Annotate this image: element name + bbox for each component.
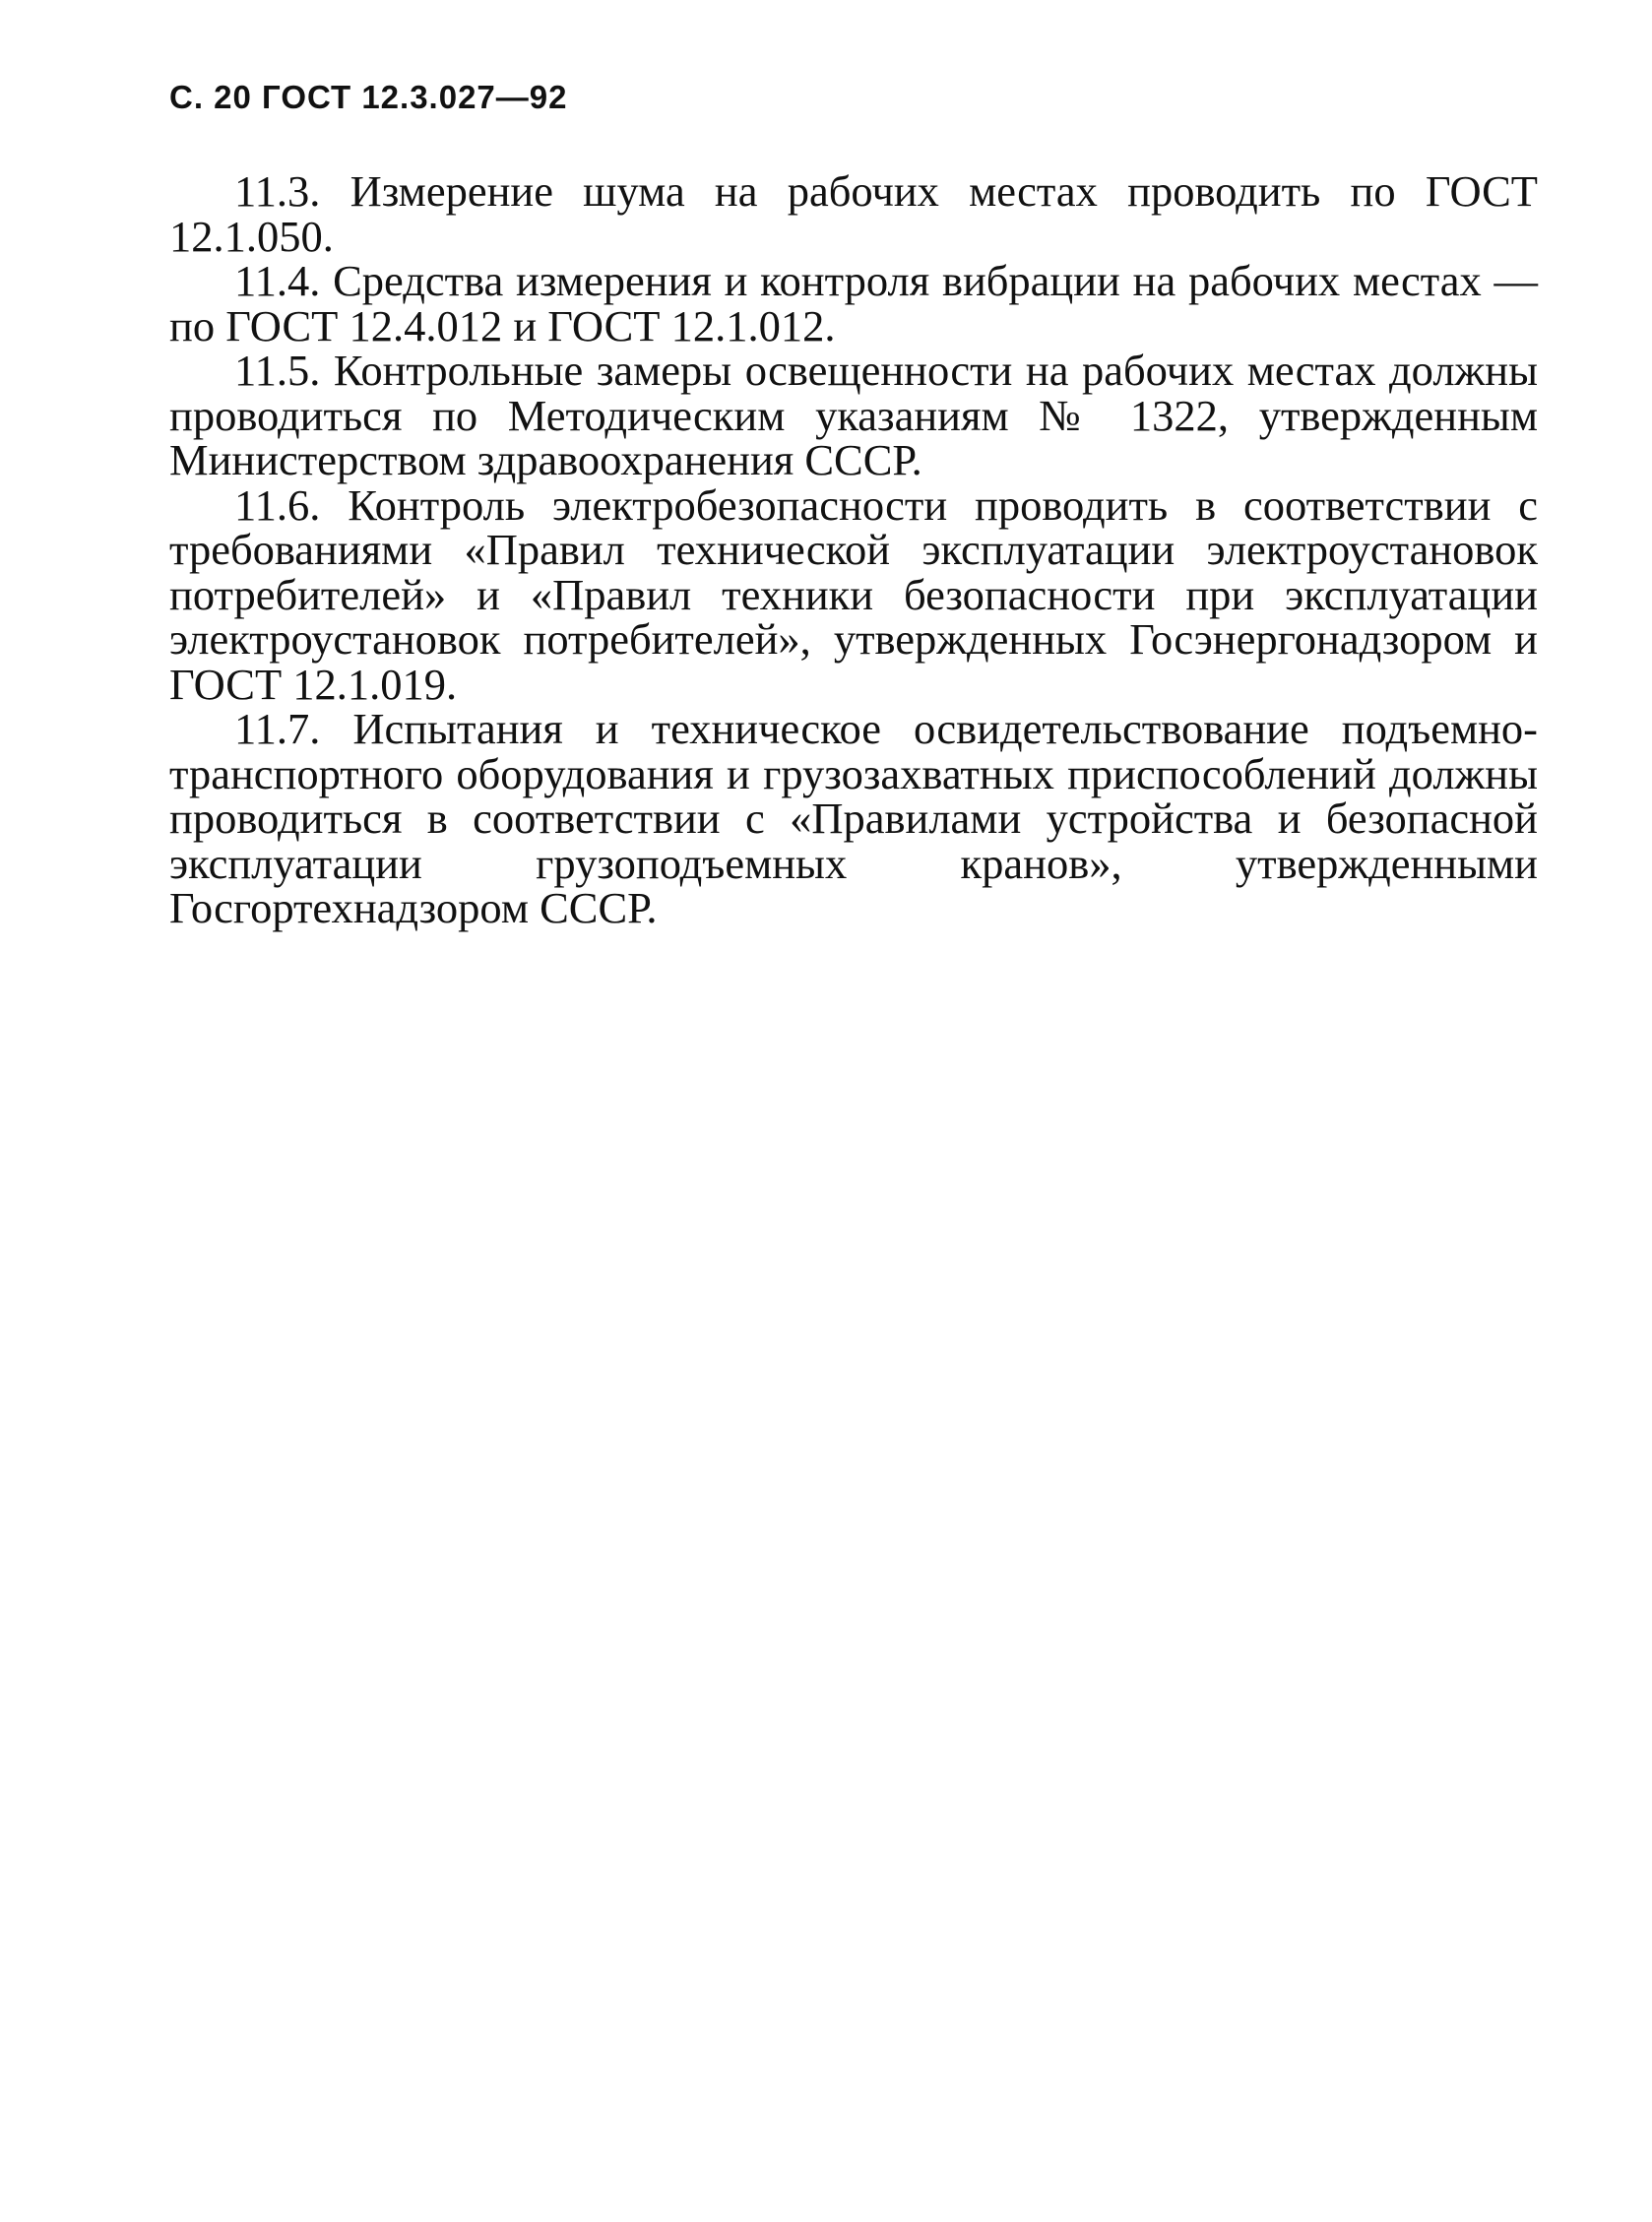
paragraph-11-6: 11.6. Контроль электробезопасности проводить в соответствии с требованиями «Правил технической эксплуатации электроустановок потребителей» и «Правил техники безопасности при эксплуатации электроустановок потребителей», утвержденных Госэнергонадзором и ГОСТ 12.1.019.: [169, 479, 1538, 709]
page-running-head: С. 20 ГОСТ 12.3.027—92: [169, 79, 568, 115]
paragraph-11-3: 11.3. Измерение шума на рабочих местах проводить по ГОСТ 12.1.050.: [169, 166, 1538, 261]
paragraph-11-5: 11.5. Контрольные замеры освещенности на рабочих местах должны проводиться по Методическим указаниям № 1322, утвержденным Министерством здравоохранения СССР.: [169, 346, 1538, 484]
document-body: [169, 166, 1538, 932]
paragraph-11-7: 11.7. Испытания и техническое освидетельствование подъемно-транспортного оборудования и грузозахватных приспособлений должны проводиться в соответствии с «Правилами устройства и безопасной эксплуатации грузоподъемных кранов», утвержденными Госгортехнадзором СССР.: [169, 704, 1538, 932]
paragraph-11-4: 11.4. Средства измерения и контроля вибрации на рабочих местах — по ГОСТ 12.4.012 и ГОСТ 12.1.012.: [169, 256, 1538, 350]
